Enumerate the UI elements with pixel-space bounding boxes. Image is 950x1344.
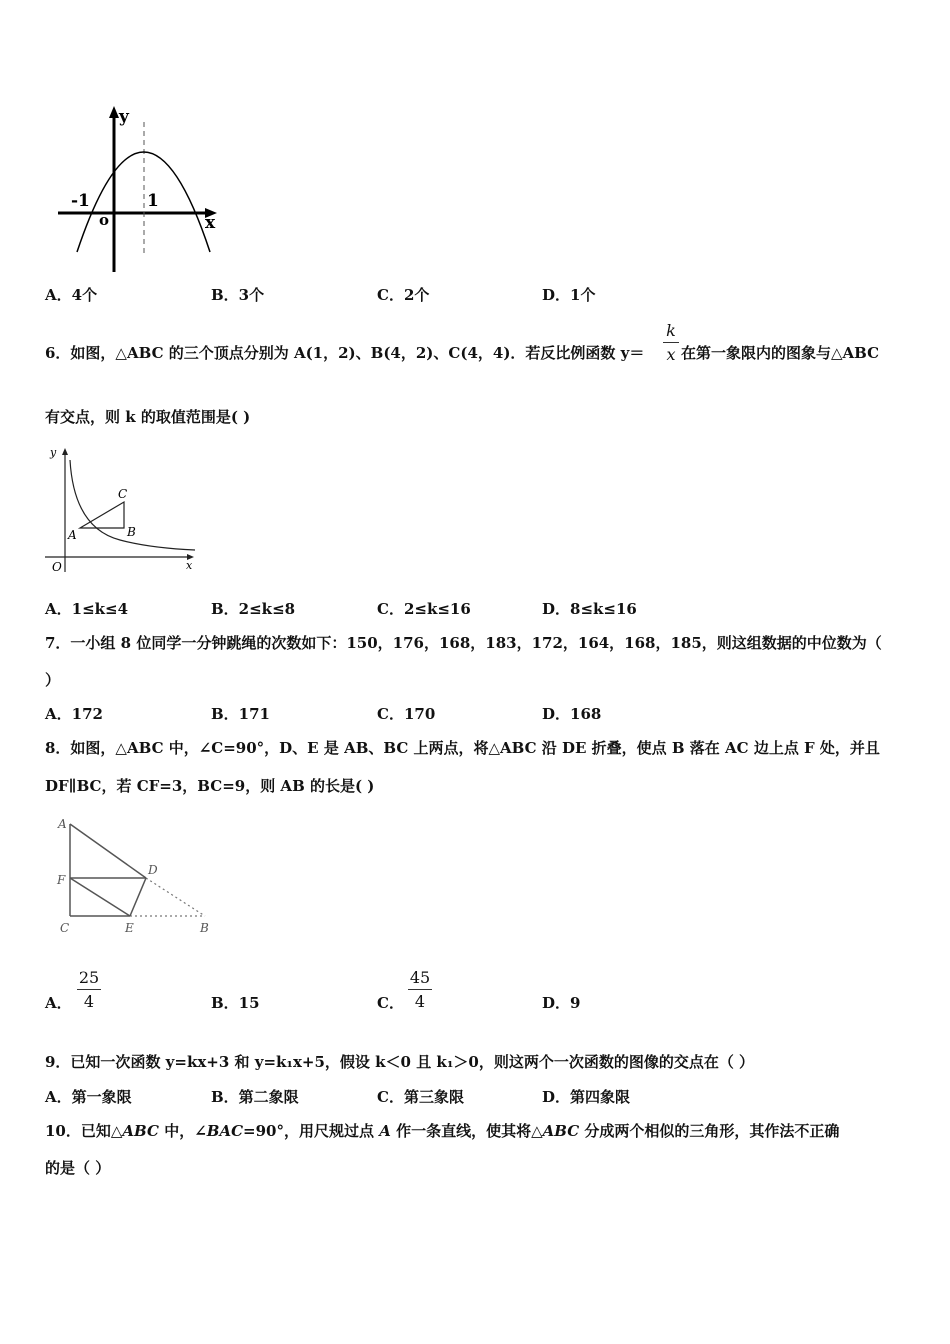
q9-option-a[interactable]: A．第一象限 — [45, 1088, 132, 1106]
q9-option-c[interactable]: C．第三象限 — [377, 1088, 464, 1106]
q8-option-c-num: 45 — [409, 968, 431, 987]
q8-option-a-prefix: A． — [45, 994, 72, 1012]
y-axis-arrow — [109, 106, 119, 118]
x-label: x — [186, 559, 193, 572]
q8-option-b[interactable]: B．15 — [211, 994, 260, 1012]
y-label: y — [119, 107, 129, 127]
q5-option-a[interactable]: A．4个 — [45, 286, 98, 304]
q10-part4: 作一条直线，使其将△ — [390, 1122, 543, 1140]
q10-part5: 分成两个相似的三角形，其作法不正确 — [579, 1122, 840, 1140]
origin-label: o — [99, 211, 110, 229]
q5-option-b[interactable]: B．3个 — [211, 286, 265, 304]
segment-de — [130, 878, 146, 916]
q8-option-c-prefix: C． — [377, 994, 404, 1012]
q6-line2: 有交点，则 k 的取值范围是( ) — [45, 408, 251, 426]
q10-bac: BAC — [206, 1122, 244, 1140]
q10-line2: 的是（ ） — [45, 1159, 111, 1177]
q10-line1 — [45, 1121, 839, 1141]
q10-point-a: A — [379, 1122, 391, 1140]
point-e-label: E — [125, 921, 134, 935]
point-a-label: A — [68, 528, 77, 542]
segment-db — [146, 878, 205, 916]
q8-option-a[interactable] — [45, 993, 72, 1013]
q6-text-after: 在第一象限内的图象与△ABC — [681, 344, 880, 362]
q8-option-a-num: 25 — [78, 968, 100, 987]
q7-option-b[interactable]: B．171 — [211, 705, 270, 723]
triangle-abc — [80, 502, 124, 528]
point-b-label: B — [127, 525, 136, 539]
origin-label: O — [52, 560, 62, 574]
q5-option-d[interactable]: D．1个 — [542, 286, 596, 304]
q6-option-c[interactable]: C．2≤k≤16 — [377, 600, 471, 618]
q7-line1: 7．一小组 8 位同学一分钟跳绳的次数如下：150，176，168，183，172，164，168，185，则这组数据的中位数为（ — [45, 634, 882, 652]
q8-option-c-fraction — [408, 968, 432, 1011]
one-label: 1 — [147, 191, 159, 211]
q6-option-b[interactable]: B．2≤k≤8 — [211, 600, 296, 618]
q9-option-d[interactable]: D．第四象限 — [542, 1088, 631, 1106]
point-c-label: C — [60, 921, 70, 935]
q9-line1: 9．已知一次函数 y=kx+3 和 y=k₁x+5，假设 k＜0 且 k₁＞0，则这两个一次函数的图像的交点在（ ） — [45, 1053, 755, 1071]
segment-fe — [70, 878, 130, 916]
point-a-label: A — [58, 817, 67, 831]
y-axis-arrow — [62, 448, 68, 455]
q8-option-a-fraction — [77, 968, 101, 1011]
q8-option-c[interactable] — [377, 993, 404, 1013]
q10-part1: 10．已知△ — [45, 1122, 123, 1140]
q6-text-before: 6．如图，△ABC 的三个顶点分别为 A(1，2)、B(4，2)、C(4，4)．若反比例函数 y＝ — [45, 344, 645, 362]
q9-option-b[interactable]: B．第二象限 — [211, 1088, 299, 1106]
q6-option-d[interactable]: D．8≤k≤16 — [542, 600, 637, 618]
hyperbola-graph — [40, 440, 200, 580]
q6-fraction — [663, 321, 679, 364]
parabola-graph — [55, 102, 225, 277]
x-label: x — [205, 213, 216, 233]
point-d-label: D — [148, 863, 158, 877]
q7-option-a[interactable]: A．172 — [45, 705, 103, 723]
q7-option-d[interactable]: D．168 — [542, 705, 602, 723]
q8-line1: 8．如图，△ABC 中，∠C=90°，D、E 是 AB、BC 上两点，将△ABC 沿 DE 折叠，使点 B 落在 AC 边上点 F 处，并且 — [45, 739, 880, 757]
q8-line2: DF∥BC，若 CF=3，BC=9，则 AB 的长是( ) — [45, 777, 375, 795]
point-b-label: B — [200, 921, 209, 935]
neg-one-label: -1 — [71, 191, 90, 211]
q8-option-a-den: 4 — [83, 992, 95, 1011]
q10-part2: 中，∠ — [158, 1122, 207, 1140]
y-label: y — [50, 446, 57, 459]
q10-abc-2: ABC — [542, 1122, 580, 1140]
q10-part3: =90°，用尺规过点 — [243, 1122, 380, 1140]
point-c-label: C — [118, 487, 128, 501]
q6-frac-den: x — [666, 345, 676, 364]
q6-option-a[interactable]: A．1≤k≤4 — [45, 600, 129, 618]
q7-option-c[interactable]: C．170 — [377, 705, 436, 723]
q10-abc-1: ABC — [122, 1122, 159, 1140]
q5-option-c[interactable]: C．2个 — [377, 286, 430, 304]
q7-line2: ） — [45, 671, 61, 689]
point-f-label: F — [57, 873, 66, 887]
q8-option-c-den: 4 — [414, 992, 426, 1011]
folding-triangle-figure — [52, 812, 222, 940]
q6-frac-num: k — [666, 321, 676, 340]
side-ad — [70, 824, 146, 878]
q8-option-d[interactable]: D．9 — [542, 994, 581, 1012]
